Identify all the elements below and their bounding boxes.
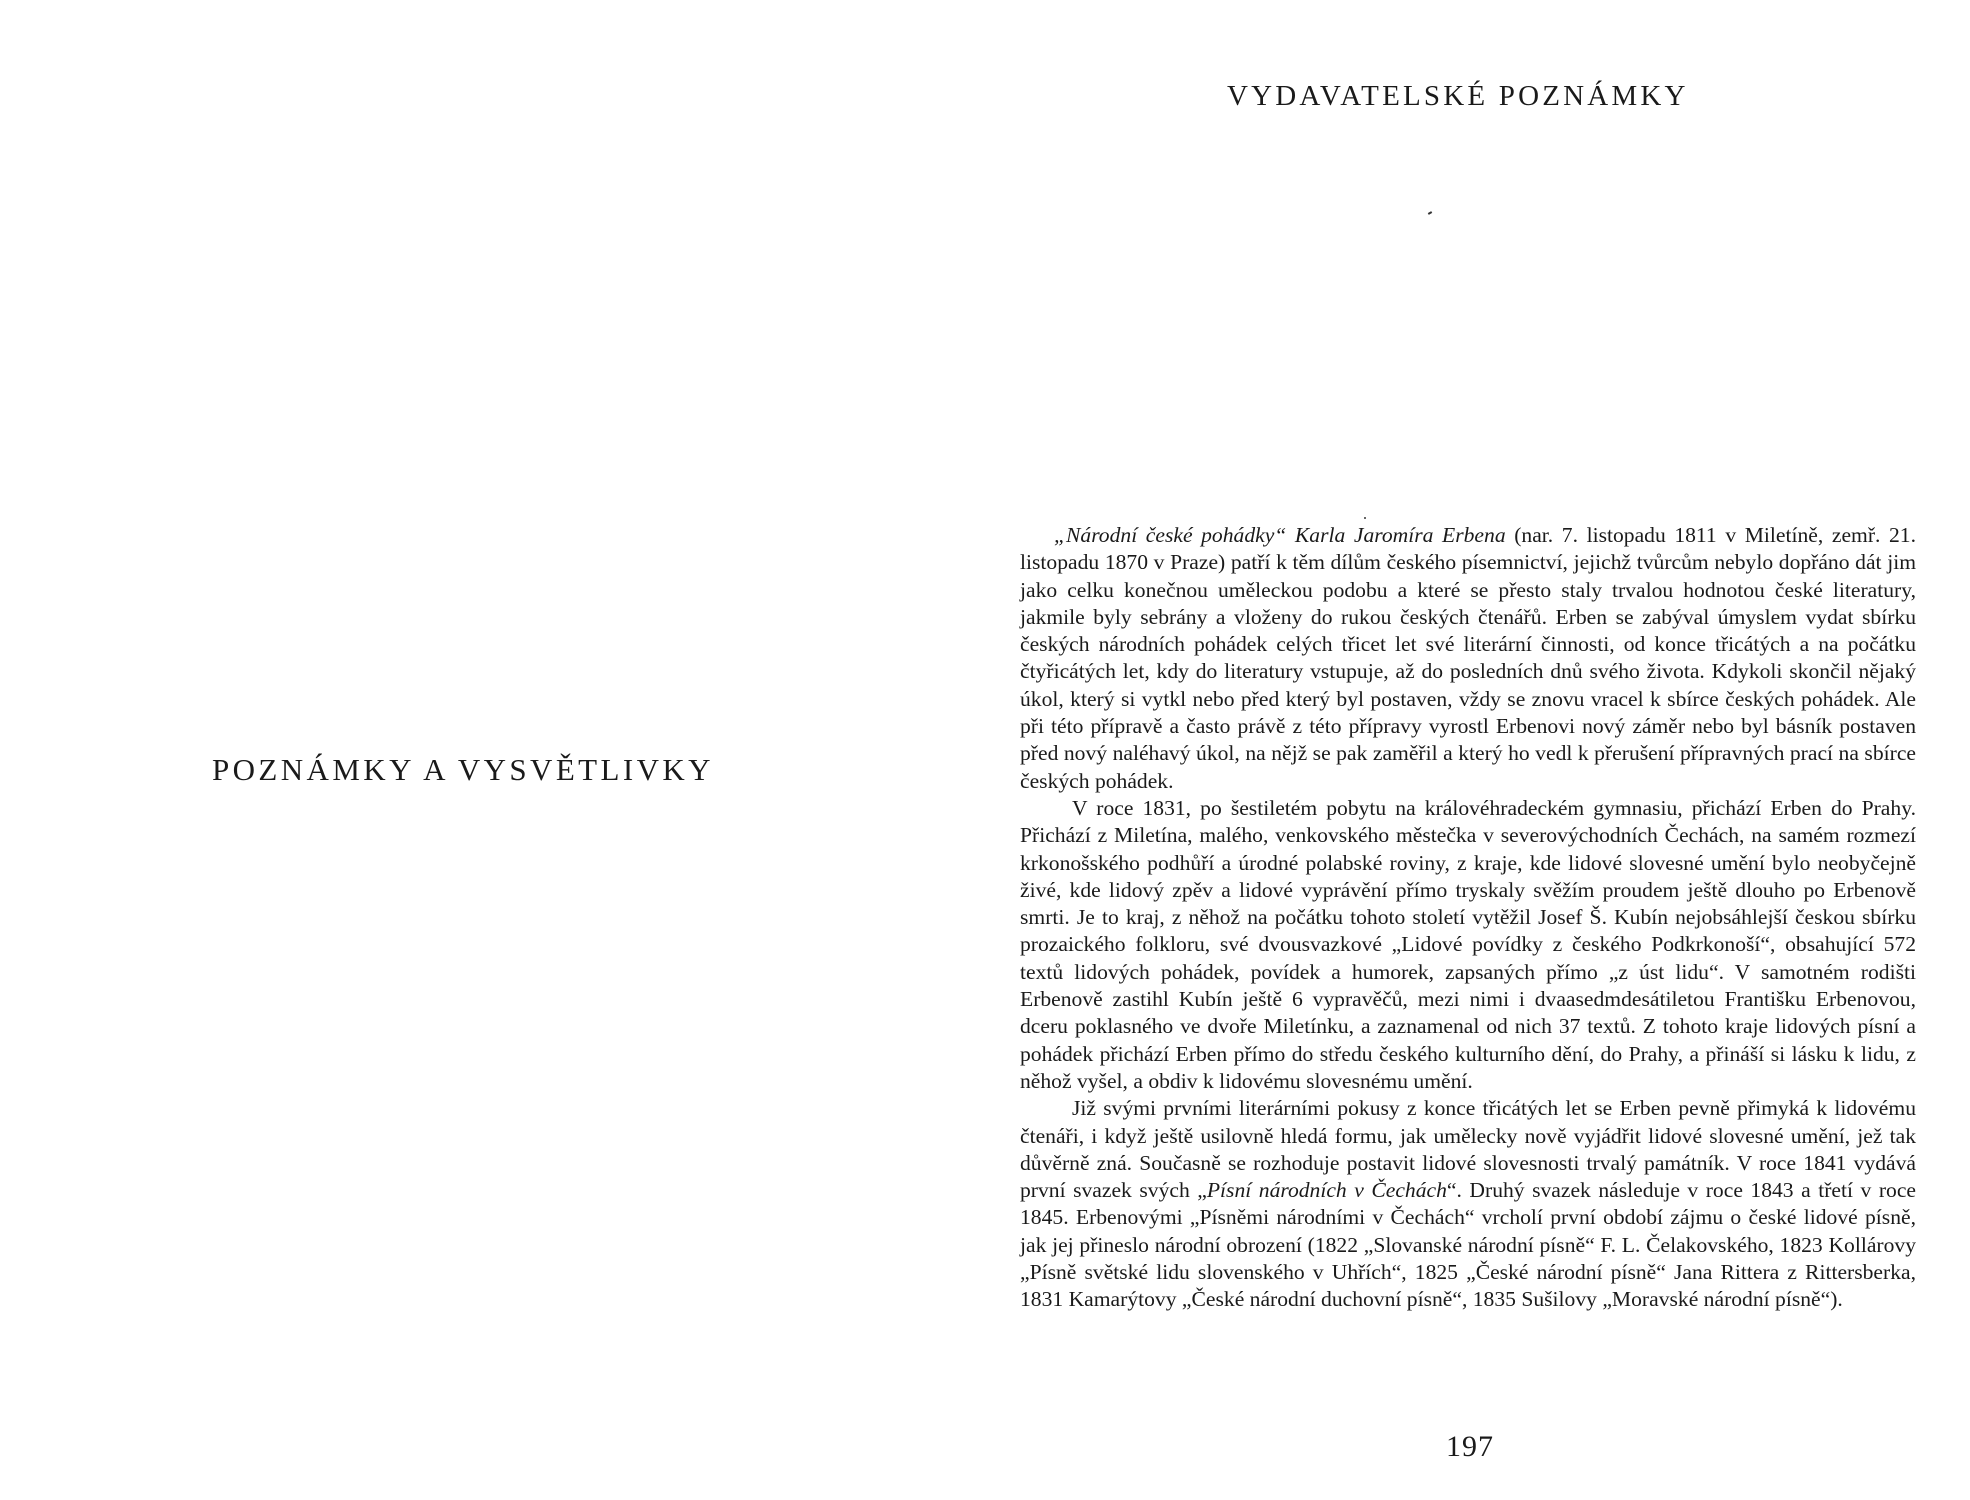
paragraph-text: “. Druhý svazek následuje v roce 1843 a třetí v roce 1845. Erbenovými „Písněmi národními v Čechách“ vrcholí první období zájmu o české lidové písně, jak jej přineslo národní obrození (1822 „Slovanské národní písně“ F. L. Čelakovského, 1823 Kollárovy „Písně světské lidu slovenského v Uhřích“, 1825 „České národní písně“ Jana Rittera z Rittersberka, 1831 Kamarýtovy „České národní duchovní písně“, 1835 Sušilovy „Moravské národní písně“). xyxy=(1020,1178,1916,1312)
page-number: 197 xyxy=(1446,1430,1494,1463)
paragraph-3 xyxy=(1020,1095,1916,1313)
paragraph-text: V roce 1831, po šestiletém pobytu na královéhradeckém gymnasiu, přichází Erben do Prahy. Přichází z Miletína, malého, venkovského městečka v severovýchodních Čechách, na samém rozmezí krkonošského podhůří a úrodné polabské roviny, z kraje, kde lidové slovesné umění bylo neobyčejně živé, kde lidový zpěv a lidové vyprávění přímo tryskaly svěžím proudem ještě dlouho po Erbenově smrti. Je to kraj, z něhož na počátku tohoto století vytěžil Josef Š. Kubín nejobsáhlejší českou sbírku prozaického folkloru, své dvousvazkové „Lidové povídky z českého Podkrkonoší“, obsahující 572 textů lidových pohádek, povídek a humorek, zapsaných přímo „z úst lidu“. V samotném rodišti Erbenově zastihl Kubín ještě 6 vypravěčů, mezi nimi i dvaasedmdesátiletou Františku Erbenovou, dceru poklasného ve dvoře Miletínku, a zaznamenal od nich 37 textů. Z tohoto kraje lidových písní a pohádek přichází Erben přímo do středu českého kulturního dění, do Prahy, a přináší si lásku k lidu, z něhož vyšel, a obdiv k lidovému slovesnému umění. xyxy=(1020,795,1916,1093)
work-title-italic: „Národní české pohádky“ Karla Jaromíra Erbena xyxy=(1054,523,1506,547)
stray-ink-dot xyxy=(1364,517,1366,519)
paragraph-text: (nar. 7. listopadu 1811 v Miletíně, zemř. 21. listopadu 1870 v Praze) patří k těm dílům českého písemnictví, jejichž tvůrcům nebylo dopřáno dát jim jako celku konečnou uměleckou podobu a které se přesto staly trvalou hodnotou české literatury, jakmile byly sebrány a vloženy do rukou českých čtenářů. Erben se zabýval úmyslem vydat sbírku českých národních pohádek celých třicet let své literární činnosti, od konce třicátých a na počátku čtyřicátých let, kdy do literatury vstupuje, až do posledních dnů svého života. Kdykoli skončil nějaký úkol, který si vytkl nebo před který byl postaven, vždy se znovu vracel k sbírce českých pohádek. Ale při této přípravě a často právě z této přípravy vyrostl Erbenovi nový záměr nebo byl básník postaven před nový naléhavý úkol, na nějž se pak zaměřil a který ho vedl k přerušení přípravných prací na sbírce českých pohádek. xyxy=(1020,523,1917,793)
paragraph-text: Již svými prvními literárními pokusy z konce třicátých let se Erben pevně přimyká k lidovému čtenáři, i když ještě usilovně hledá formu, jak umělecky nově vyjádřit lidové slovesné umění, jež tak důvěrně zná. Současně se rozhoduje postavit lidové slovesnosti trvalý památník. V roce 1841 vydává první svazek svých „ xyxy=(1020,1096,1916,1203)
paragraph-2 xyxy=(1020,795,1916,1095)
running-head: VYDAVATELSKÉ POZNÁMKY xyxy=(1227,80,1689,112)
paragraph-1 xyxy=(1020,522,1916,795)
section-title: POZNÁMKY A VYSVĚTLIVKY xyxy=(212,752,714,787)
work-title-italic: Písní národních v Čechách xyxy=(1206,1178,1447,1203)
body-text xyxy=(1020,522,1916,1314)
right-page xyxy=(985,0,1970,1500)
stray-ink-mark xyxy=(1428,211,1432,215)
